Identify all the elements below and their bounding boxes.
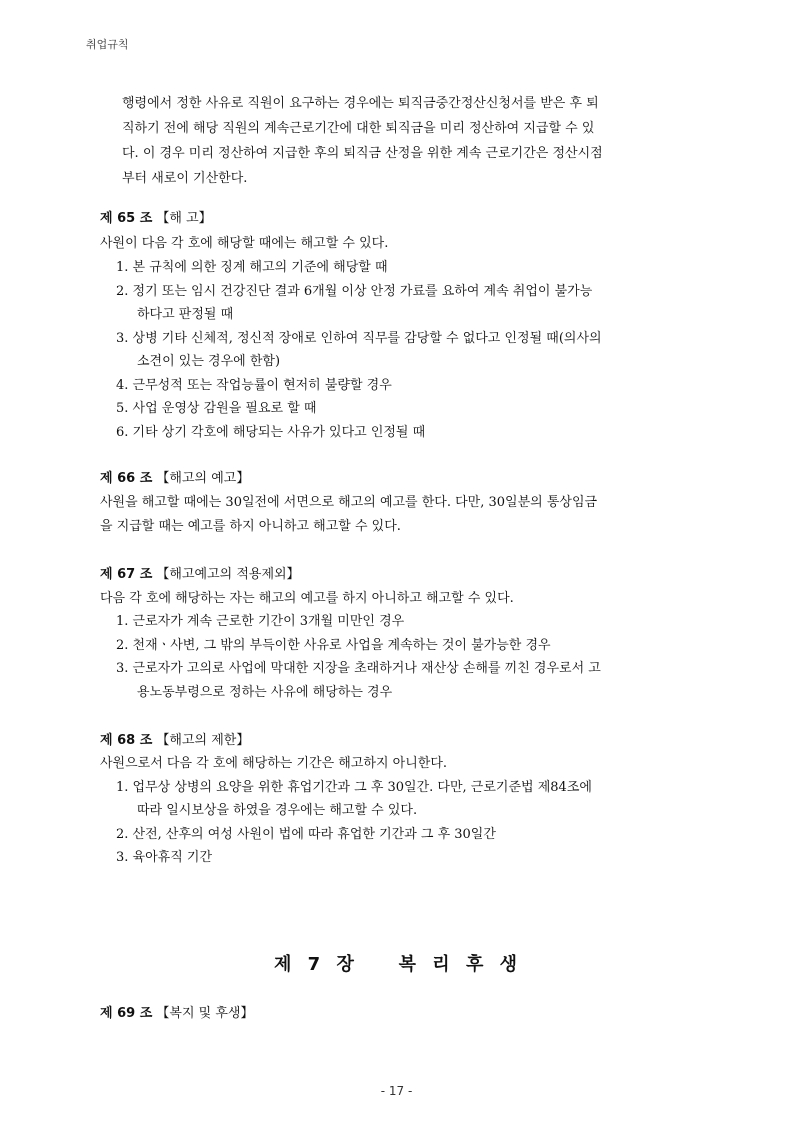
intro-line: 다. 이 경우 미리 정산하여 지급한 후의 퇴직금 산정을 위한 계속 근로기간은 정산시점 bbox=[122, 146, 603, 161]
list-item: 6. 기타 상기 각호에 해당되는 사유가 있다고 인정될 때 bbox=[116, 425, 426, 440]
article-lead: 다음 각 호에 해당하는 자는 해고의 예고를 하지 아니하고 해고할 수 있다. bbox=[100, 591, 514, 606]
list-item-continuation: 소견이 있는 경우에 한함) bbox=[137, 354, 281, 369]
page-number: - 17 - bbox=[380, 1084, 413, 1098]
list-item-continuation: 용노동부령으로 정하는 사유에 해당하는 경우 bbox=[137, 685, 393, 700]
article-lead: 사원이 다음 각 호에 해당할 때에는 해고할 수 있다. bbox=[100, 236, 389, 251]
intro-line: 직하기 전에 해당 직원의 계속근로기간에 대한 퇴직금을 미리 정산하여 지급할 수 있 bbox=[122, 121, 595, 136]
article-heading bbox=[100, 566, 300, 584]
article-heading bbox=[100, 732, 249, 750]
chapter-heading: 제 7 장 복 리 후 생 bbox=[274, 954, 519, 975]
list-item-continuation: 따라 일시보상을 하였을 경우에는 해고할 수 있다. bbox=[137, 803, 418, 818]
list-item: 3. 상병 기타 신체적, 정신적 장애로 인하여 직무를 감당할 수 없다고 인정될 때(의사의 bbox=[116, 331, 602, 346]
list-item: 5. 사업 운영상 감원을 필요로 할 때 bbox=[116, 401, 317, 416]
article-lead: 사원으로서 다음 각 호에 해당하는 기간은 해고하지 아니한다. bbox=[100, 756, 448, 771]
article-heading bbox=[100, 210, 212, 228]
intro-line: 부터 새로이 기산한다. bbox=[122, 171, 248, 186]
article-heading bbox=[100, 1005, 253, 1023]
list-item: 2. 산전, 산후의 여성 사원이 법에 따라 휴업한 기간과 그 후 30일간 bbox=[116, 827, 496, 842]
intro-line: 행령에서 정한 사유로 직원이 요구하는 경우에는 퇴직금중간정산신청서를 받은 후 퇴 bbox=[122, 96, 599, 111]
list-item: 1. 업무상 상병의 요양을 위한 휴업기간과 그 후 30일간. 다만, 근로기준법 제84조에 bbox=[116, 780, 592, 795]
list-item: 1. 근로자가 계속 근로한 기간이 3개월 미만인 경우 bbox=[116, 614, 405, 629]
list-item: 2. 천재ㆍ사변, 그 밖의 부득이한 사유로 사업을 계속하는 것이 불가능한 경우 bbox=[116, 638, 551, 653]
list-item: 3. 육아휴직 기간 bbox=[116, 850, 213, 865]
article-heading bbox=[100, 470, 249, 488]
list-item-continuation: 하다고 판정될 때 bbox=[137, 307, 234, 322]
article-title: 【해고의 예고】 bbox=[156, 471, 250, 486]
article-title: 【복지 및 후생】 bbox=[156, 1006, 254, 1021]
list-item: 1. 본 규칙에 의한 징계 해고의 기준에 해당할 때 bbox=[116, 260, 388, 275]
running-header: 취업규칙 bbox=[86, 38, 129, 51]
article-number: 제 68 조 bbox=[100, 733, 153, 748]
article-number: 제 65 조 bbox=[100, 211, 153, 226]
article-title: 【해고예고의 적용제외】 bbox=[156, 567, 300, 582]
article-title: 【해 고】 bbox=[156, 211, 212, 226]
list-item: 3. 근로자가 고의로 사업에 막대한 지장을 초래하거나 재산상 손해를 끼친 경우로서 고 bbox=[116, 661, 601, 676]
article-number: 제 67 조 bbox=[100, 567, 153, 582]
article-number: 제 66 조 bbox=[100, 471, 153, 486]
article-body-line: 을 지급할 때는 예고를 하지 아니하고 해고할 수 있다. bbox=[100, 519, 401, 534]
list-item: 2. 정기 또는 임시 건강진단 결과 6개월 이상 안정 가료를 요하여 계속 취업이 불가능 bbox=[116, 284, 593, 299]
article-number: 제 69 조 bbox=[100, 1006, 153, 1021]
article-body-line: 사원을 해고할 때에는 30일전에 서면으로 해고의 예고를 한다. 다만, 30일분의 통상임금 bbox=[100, 495, 598, 510]
article-title: 【해고의 제한】 bbox=[156, 733, 250, 748]
list-item: 4. 근무성적 또는 작업능률이 현저히 불량할 경우 bbox=[116, 378, 392, 393]
